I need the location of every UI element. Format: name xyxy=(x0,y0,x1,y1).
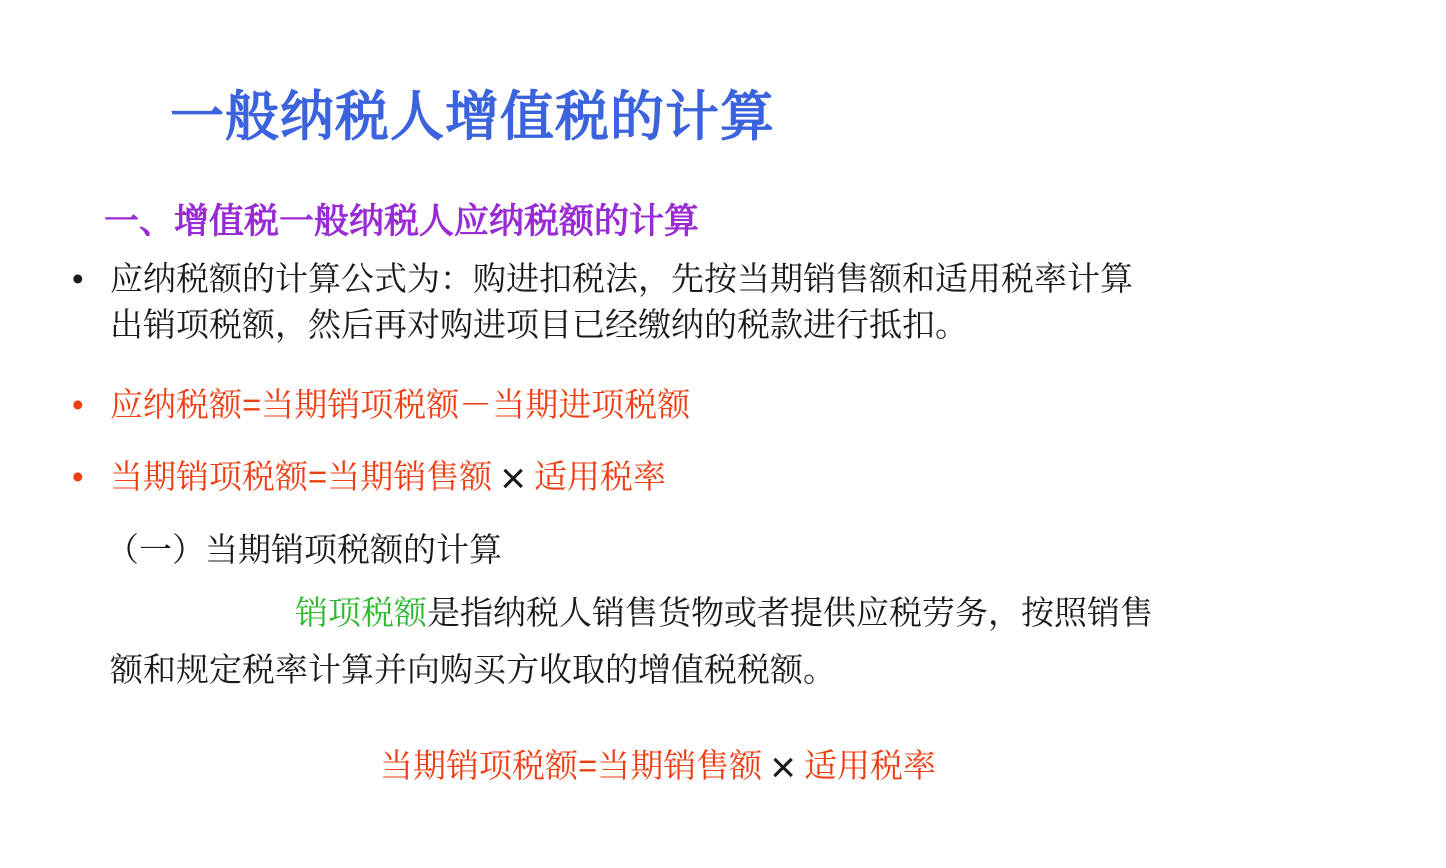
formula-right-text: 适用税率 xyxy=(803,747,936,784)
multiplication-sign-icon: × xyxy=(770,743,796,792)
bullet-marker: • xyxy=(72,260,84,297)
section-heading: 一、增值税一般纳税人应纳税额的计算 xyxy=(104,202,700,241)
bullet-text: 应纳税额=当期销项税额－当期进项税额 xyxy=(110,386,691,423)
subsection-heading: （一）当期销项税额的计算 xyxy=(106,531,502,568)
bullet-item-tax-payable-formula xyxy=(72,382,690,428)
bullet-marker: • xyxy=(72,386,84,423)
term-highlight-output-tax: 销项税额 xyxy=(295,594,427,631)
formula-right-text: 适用税率 xyxy=(533,458,666,495)
slide-title: 一般纳税人增值税的计算 xyxy=(170,87,775,147)
formula-left-text: 当期销项税额=当期销售额 xyxy=(110,458,493,495)
formula-left-text: 当期销项税额=当期销售额 xyxy=(380,747,763,784)
multiplication-sign-icon: × xyxy=(500,454,526,503)
bullet-item-calculation-method xyxy=(72,256,1155,348)
bullet-marker: • xyxy=(72,458,84,495)
bullet-item-output-tax-formula xyxy=(72,454,666,503)
definition-text: 是指纳税人销售货物或者提供应税劳务，按照销售额和规定税率计算并向购买方收取的增值税税额。 xyxy=(110,594,1153,688)
definition-paragraph xyxy=(110,584,1170,698)
bullet-text: 应纳税额的计算公式为：购进扣税法，先按当期销售额和适用税率计算出销项税额，然后再对购进项目已经缴纳的税款进行抵扣。 xyxy=(110,260,1133,343)
centered-output-tax-formula xyxy=(0,740,1446,792)
